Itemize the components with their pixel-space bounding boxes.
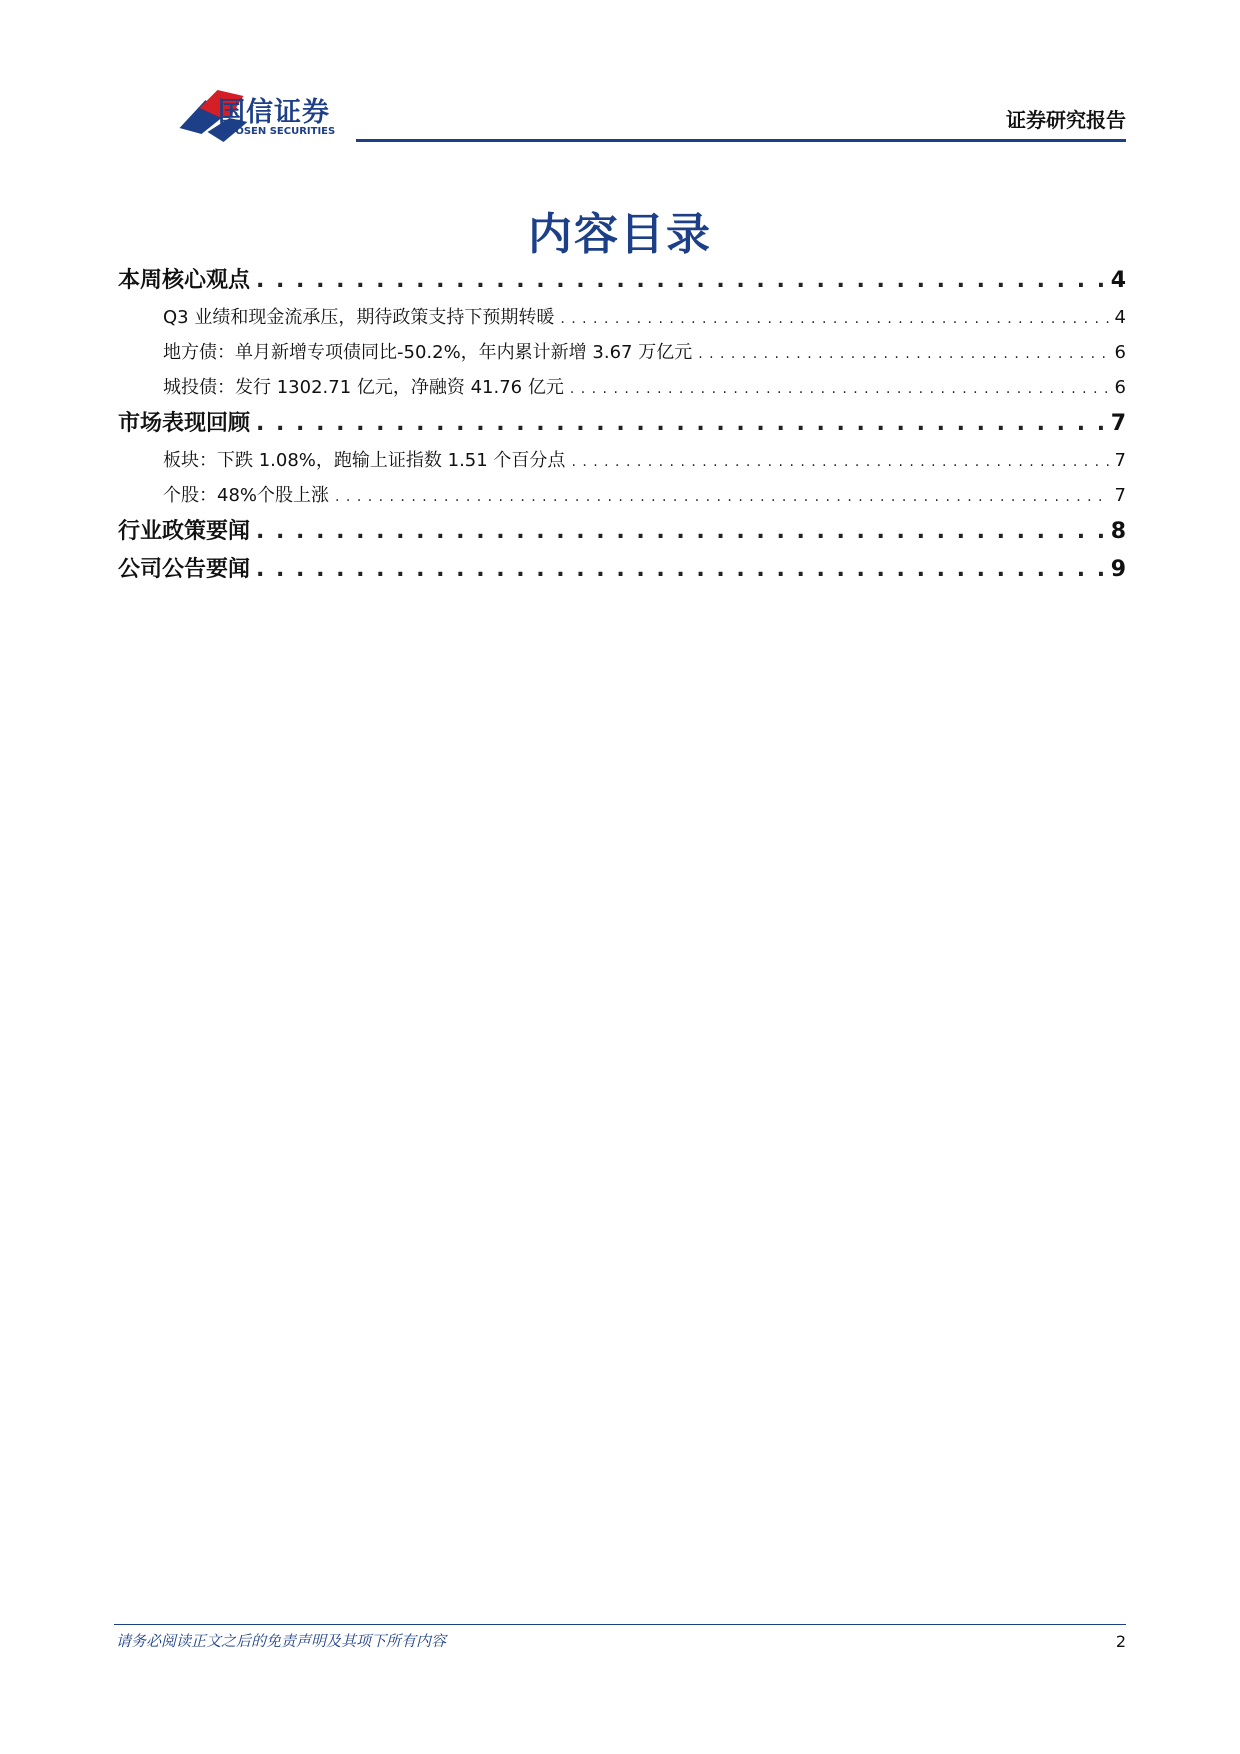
footer-disclaimer: 请务必阅读正文之后的免责声明及其项下所有内容 — [116, 1632, 447, 1650]
toc-entry-label: 本周核心观点 — [118, 268, 251, 293]
toc-entry-page: 6 — [1114, 377, 1126, 398]
toc-leader-dots — [256, 513, 1105, 551]
toc-entry-page: 4 — [1114, 307, 1126, 328]
toc-entry-page: 4 — [1110, 268, 1126, 293]
header-divider — [356, 139, 1126, 142]
toc-leader-dots — [570, 372, 1109, 407]
toc-entry-label: 行业政策要闻 — [118, 519, 251, 544]
toc-entry-label: 个股：48%个股上涨 — [163, 485, 330, 506]
toc-entry-page: 6 — [1114, 342, 1126, 363]
toc-entry-page: 7 — [1114, 485, 1126, 506]
toc-entry[interactable] — [118, 262, 1126, 300]
report-type-label: 证券研究报告 — [1006, 108, 1126, 132]
toc-entry-page: 7 — [1110, 411, 1126, 436]
page-header — [0, 0, 1240, 150]
toc-entry-page: 8 — [1110, 519, 1126, 544]
toc-leader-dots — [335, 480, 1109, 515]
toc-entry-label: 市场表现回顾 — [118, 411, 251, 436]
toc-entry[interactable] — [118, 370, 1126, 405]
toc-entry[interactable] — [118, 300, 1126, 335]
toc-entry-label: 地方债：单月新增专项债同比-50.2%，年内累计新增 3.67 万亿元 — [163, 342, 693, 363]
toc-entry-label: 城投债：发行 1302.71 亿元，净融资 41.76 亿元 — [163, 377, 564, 398]
footer-divider — [114, 1624, 1126, 1625]
toc-leader-dots — [571, 445, 1108, 480]
toc-entry-label: 板块：下跌 1.08%，跑输上证指数 1.51 个百分点 — [163, 450, 566, 471]
toc-entry-page: 9 — [1110, 557, 1126, 582]
toc-entry-label: Q3 业绩和现金流承压，期待政策支持下预期转暖 — [163, 307, 555, 328]
toc-entry[interactable] — [118, 513, 1126, 551]
page-number: 2 — [1115, 1632, 1126, 1651]
toc-entry[interactable] — [118, 443, 1126, 478]
toc-leader-dots — [256, 262, 1105, 300]
toc-entry-page: 7 — [1114, 450, 1126, 471]
toc-leader-dots — [256, 551, 1105, 589]
toc-entry[interactable] — [118, 405, 1126, 443]
logo-english-name: GUOSEN SECURITIES — [219, 126, 336, 137]
toc-entry[interactable] — [118, 335, 1126, 370]
toc-leader-dots — [698, 337, 1108, 372]
toc-title: 内容目录 — [528, 209, 712, 260]
toc-leader-dots — [256, 405, 1105, 443]
toc-entry-label: 公司公告要闻 — [118, 557, 251, 582]
table-of-contents — [118, 262, 1126, 589]
toc-entry[interactable] — [118, 478, 1126, 513]
logo-chinese-name: 国信证券 — [218, 97, 330, 128]
toc-leader-dots — [560, 302, 1108, 337]
toc-entry[interactable] — [118, 551, 1126, 589]
